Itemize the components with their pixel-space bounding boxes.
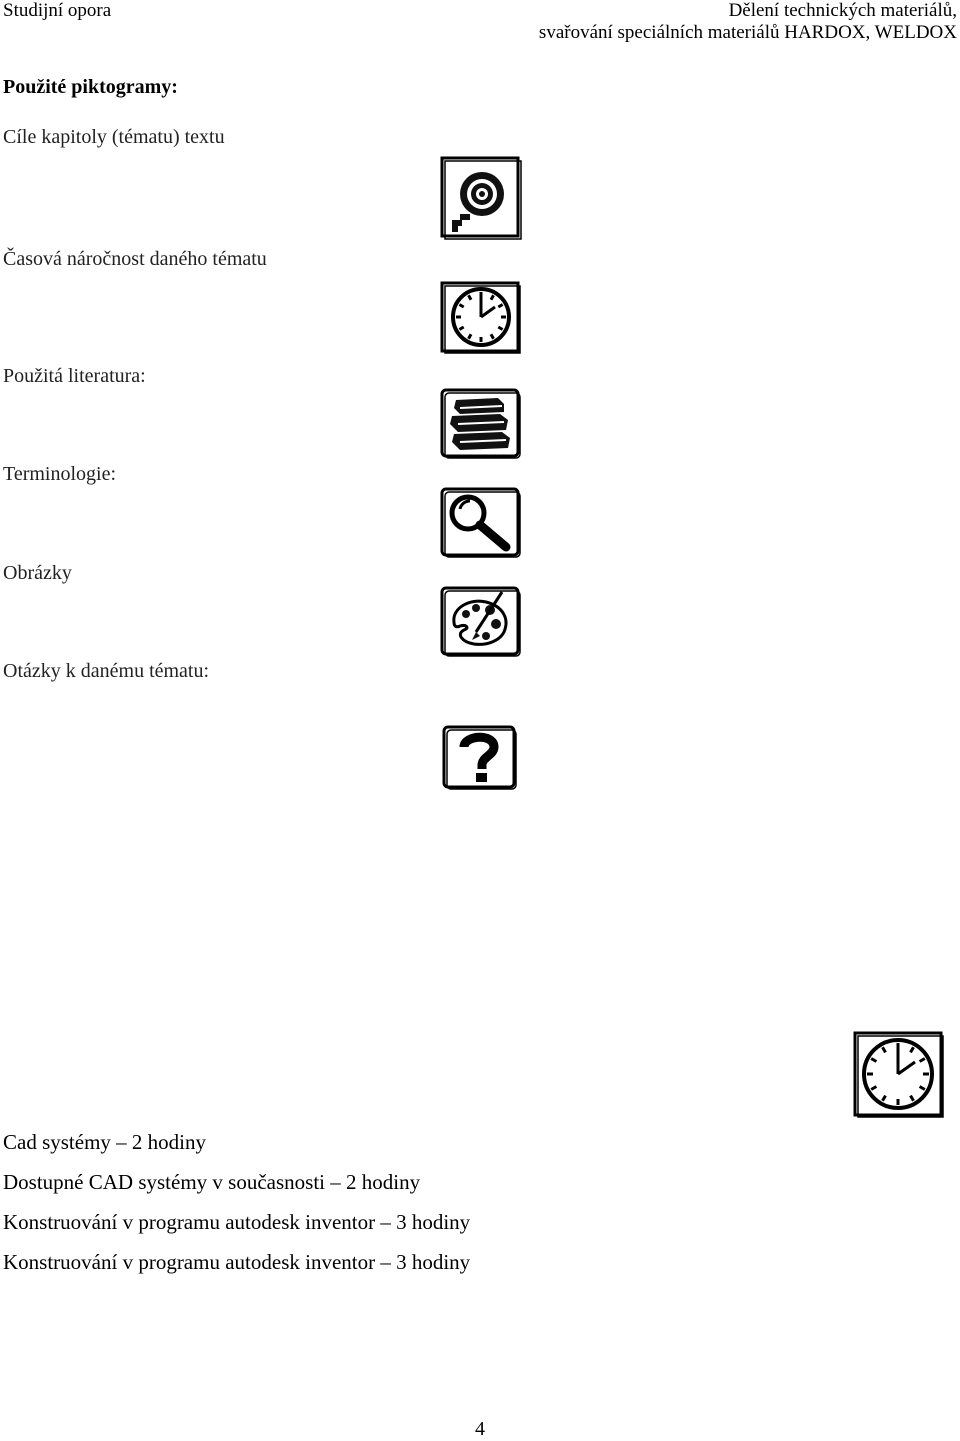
question-icon bbox=[442, 725, 518, 791]
header-left-title: Studijní opora bbox=[3, 0, 112, 21]
page-number: 4 bbox=[475, 1418, 485, 1440]
legend-label-questions: Otázky k danému tématu: bbox=[3, 660, 210, 682]
legend-label-terminology: Terminologie: bbox=[3, 463, 117, 485]
legend-label-goals: Cíle kapitoly (tématu) textu bbox=[3, 126, 225, 148]
legend-label-time: Časová náročnost daného tématu bbox=[3, 248, 267, 270]
legend-label-pictures: Obrázky bbox=[3, 562, 72, 584]
palette-icon bbox=[440, 586, 522, 658]
header-right-title bbox=[539, 0, 957, 44]
topic-line-1: Cad systémy – 2 hodiny bbox=[3, 1130, 206, 1154]
clock-icon bbox=[440, 281, 522, 355]
legend-title: Použité piktogramy: bbox=[3, 76, 178, 98]
legend-label-literature: Použitá literatura: bbox=[3, 365, 146, 387]
header-right-line-2: svařování speciálních materiálů HARDOX, WELDOX bbox=[538, 22, 957, 43]
magnifier-icon bbox=[440, 487, 522, 559]
topic-line-3: Konstruování v programu autodesk inventor – 3 hodiny bbox=[3, 1210, 471, 1234]
topic-line-2: Dostupné CAD systémy v současnosti – 2 hodiny bbox=[3, 1170, 421, 1194]
header-right-line-1: Dělení technických materiálů, bbox=[728, 0, 957, 21]
topic-line-4: Konstruování v programu autodesk inventor – 3 hodiny bbox=[3, 1250, 471, 1274]
books-icon bbox=[440, 388, 522, 460]
target-icon bbox=[440, 156, 522, 240]
topic-clock-icon bbox=[853, 1031, 945, 1119]
